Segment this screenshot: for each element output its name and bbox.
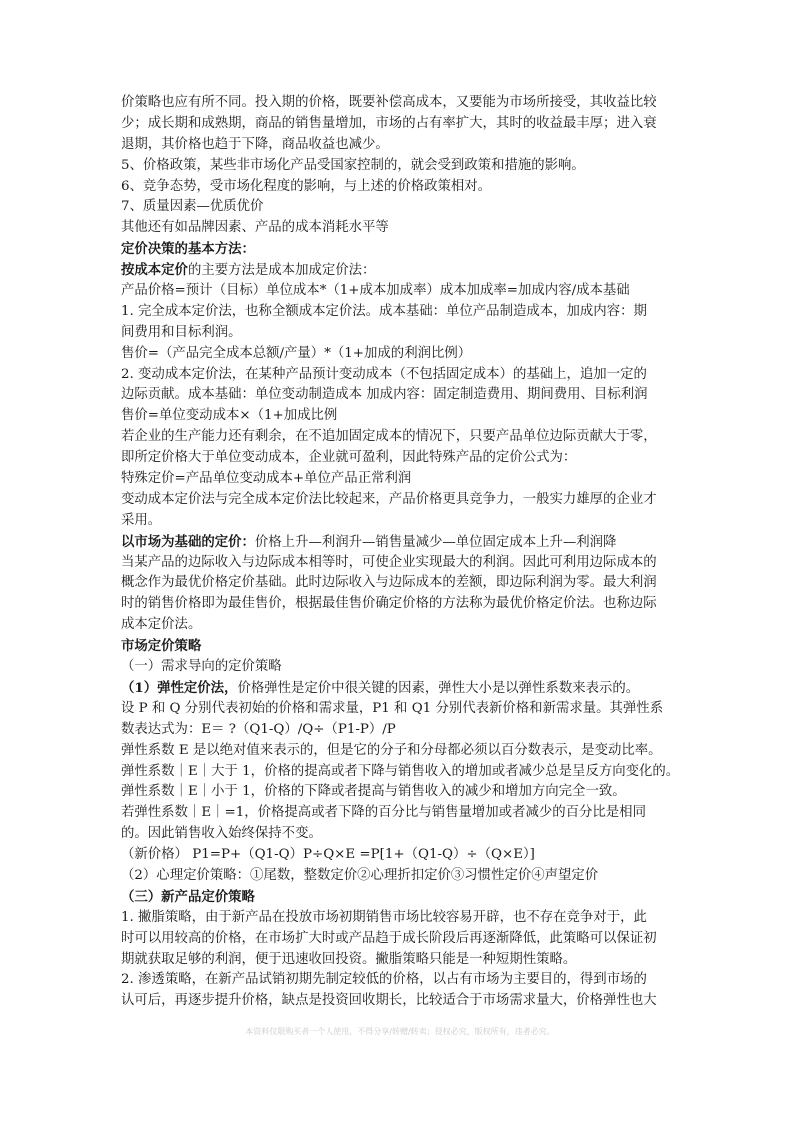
text-line: 期就获取足够的利润，便于迅速收回投资。撇脂策略只能是一种短期性策略。 bbox=[121, 951, 577, 967]
footer-notice: 本资料仅限购买者一个人使用，不得分享/转赠/转卖；侵权必究，版权所有，违者必究。 bbox=[245, 1027, 555, 1036]
text-line bbox=[121, 678, 687, 699]
text-line: 即所定价格大于单位变动成本，企业就可盈利，因此特殊产品的定价公式为： bbox=[121, 450, 577, 466]
text-line: 5、价格政策，某些非市场化产品受国家控制的，就会受到政策和措施的影响。 bbox=[121, 157, 585, 173]
text-line: （2）心理定价策略：①尾数，整数定价②心理折扣定价③习惯性定价④声望定价 bbox=[121, 867, 599, 883]
text-line: 变动成本定价法与完全成本定价法比较起来，产品价格更具竞争力，一般实力雄厚的企业才 bbox=[121, 491, 657, 507]
text-line: 产品价格=预计（目标）单位成本*（1+成本加成率）成本加成率=加成内容/成本基础 bbox=[121, 283, 630, 299]
text-line: 当某产品的边际收入与边际成本相等时，可使企业实现最大的利润。因此可利用边际成本的 bbox=[121, 554, 657, 570]
bold-lead: 按成本定价 bbox=[121, 262, 188, 279]
text-line: 售价=单位变动成本×（1+加成比例 bbox=[121, 408, 338, 424]
text-line: 间费用和目标利润。 bbox=[121, 324, 242, 340]
section-heading: 市场定价策略 bbox=[121, 638, 202, 655]
text-line: 少；成长期和成熟期，商品的销售量增加，市场的占有率扩大，其时的收益最丰厚；进入衰 bbox=[121, 115, 657, 131]
text-line: 若企业的生产能力还有剩余，在不追加固定成本的情况下，只要产品单位边际贡献大于零， bbox=[121, 429, 657, 445]
text-line: 认可后，再逐步提升价格，缺点是投资回收期长，比较适合于市场需求量大，价格弹性也大 bbox=[121, 993, 657, 1009]
text-line: 时可以用较高的价格，在市场扩大时或产品趋于成长阶段后再逐渐降低，此策略可以保证初 bbox=[121, 930, 657, 946]
text-line: 特殊定价=产品单位变动成本+单位产品正常利润 bbox=[121, 471, 412, 487]
text-line: 弹性系数｜E｜大于 1，价格的提高或者下降与销售收入的增加或者减少总是呈反方向变化的。 bbox=[121, 763, 680, 779]
line-rest: 价格弹性是定价中很关键的因素，弹性大小是以弹性系数来表示的。 bbox=[237, 680, 640, 696]
text-line: 售价=（产品完全成本总额/产量）*（1+加成的利润比例） bbox=[121, 345, 472, 361]
text-line: 时的销售价格即为最佳售价，根据最佳售价确定价格的方法称为最优价格定价法。也称边际 bbox=[121, 596, 657, 612]
document-page bbox=[121, 93, 687, 1012]
text-line: 采用。 bbox=[121, 512, 162, 528]
line-rest: 的主要方法是成本加成定价法： bbox=[187, 263, 376, 279]
text-line bbox=[121, 260, 687, 281]
text-line: 1. 撇脂策略，由于新产品在投放市场初期销售市场比较容易开辟，也不存在竞争对于，此 bbox=[121, 909, 647, 925]
text-line: 价策略也应有所不同。投入期的价格，既要补偿高成本，又要能为市场所接受，其收益比较 bbox=[121, 95, 657, 110]
text-line: 成本定价法。 bbox=[121, 617, 202, 633]
text-line: 7、质量因素—优质优价 bbox=[121, 199, 264, 215]
section-heading: （三）新产品定价策略 bbox=[121, 888, 255, 905]
text-line: 设 P 和 Q 分别代表初始的价格和需求量，P1 和 Q1 分别代表新价格和新需求量。其弹性系 bbox=[121, 700, 664, 716]
text-line: 2. 变动成本定价法，在某种产品预计变动成本（不包括固定成本）的基础上，追加一定的 bbox=[121, 366, 647, 382]
text-line: 的。因此销售收入始终保持不变。 bbox=[121, 826, 322, 842]
text-line: 2. 渗透策略，在新产品试销初期先制定较低的价格，以占有市场为主要目的，得到市场的 bbox=[121, 972, 647, 988]
text-line: 若弹性系数｜E｜=1，价格提高或者下降的百分比与销售量增加或者减少的百分比是相同 bbox=[121, 805, 646, 821]
bold-lead: 以市场为基础的定价： bbox=[121, 533, 255, 550]
text-line: （一）需求导向的定价策略 bbox=[121, 659, 282, 675]
text-line: （新价格） P1=P+（Q1-Q）P÷Q×E =P[1+（Q1-Q）÷（Q×E）] bbox=[121, 847, 535, 863]
text-line: 弹性系数 E 是以绝对值来表示的，但是它的分子和分母都必须以百分数表示，是变动比率。 bbox=[121, 742, 662, 758]
bold-lead: （1）弹性定价法， bbox=[121, 679, 238, 696]
text-line bbox=[121, 532, 687, 553]
text-line: 其他还有如品牌因素、产品的成本消耗水平等 bbox=[121, 220, 389, 236]
text-line: 退期，其价格也趋于下降，商品收益也减少。 bbox=[121, 136, 389, 152]
text-line: 数表达式为：E＝ ?（Q1-Q）/Q÷（P1-P）/P bbox=[121, 721, 396, 737]
text-line: 6、竞争态势，受市场化程度的影响，与上述的价格政策相对。 bbox=[121, 178, 492, 194]
text-line: 边际贡献。成本基础：单位变动制造成本 加成内容：固定制造费用、期间费用、目标利润 bbox=[121, 387, 648, 403]
section-heading: 定价决策的基本方法： bbox=[121, 241, 255, 258]
text-line: 1. 完全成本定价法，也称全额成本定价法。成本基础：单位产品制造成本，加成内容：期 bbox=[121, 303, 647, 319]
line-rest: 价格上升—利润升—销售量减少—单位固定成本上升—利润降 bbox=[254, 534, 617, 550]
text-line: 弹性系数｜E｜小于 1，价格的下降或者提高与销售收入的减少和增加方向完全一致。 bbox=[121, 784, 626, 800]
text-line: 概念作为最优价格定价基础。此时边际收入与边际成本的差额，即边际利润为零。最大利润 bbox=[121, 575, 657, 591]
